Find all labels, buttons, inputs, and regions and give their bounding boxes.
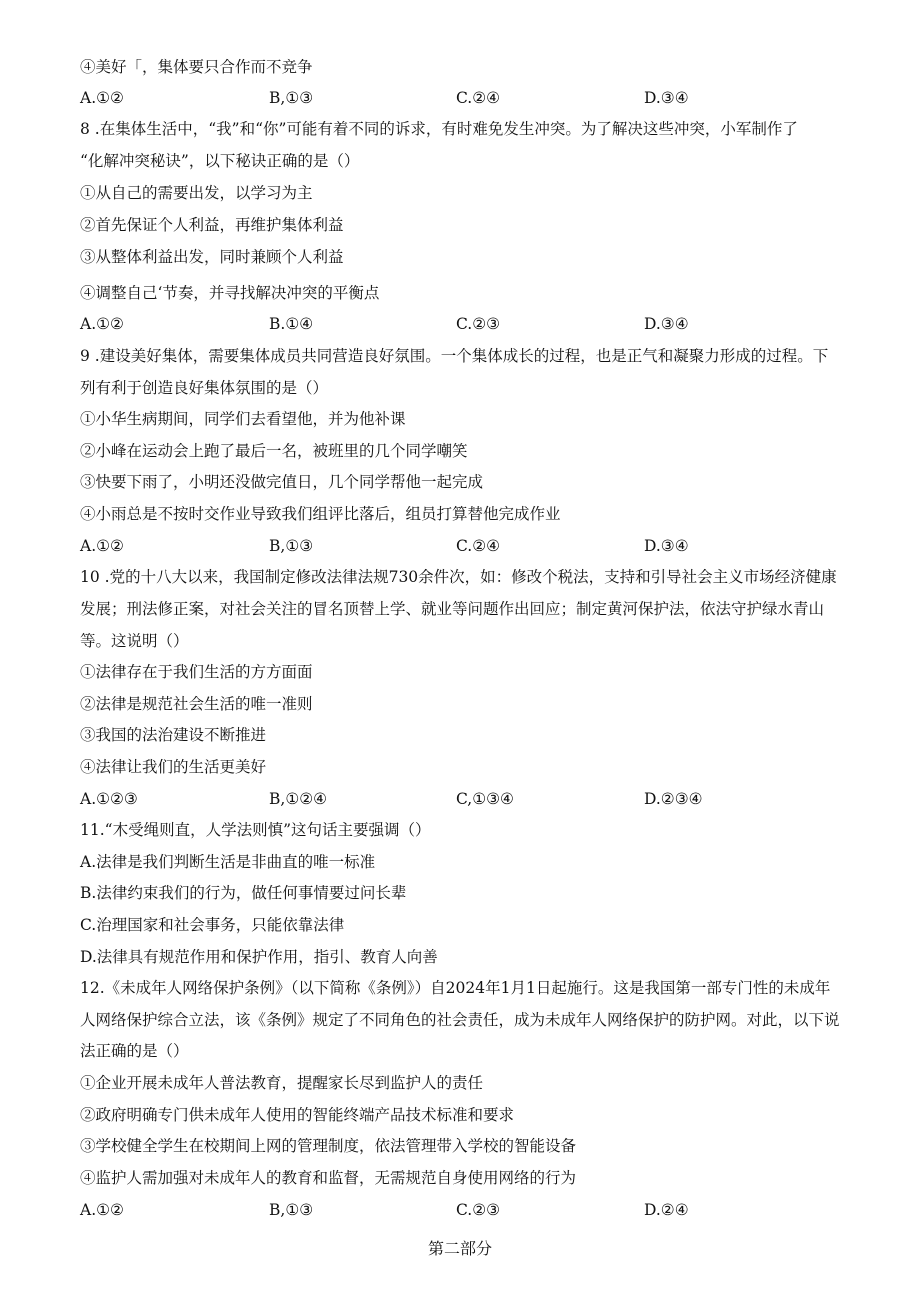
- q12-stem-line-2: 人网络保护综合立法，该《条例》规定了不同角色的社会责任，成为未成年人网络保护的防护网。对此，以下说: [80, 1011, 840, 1029]
- q8-option-c: C.②③: [456, 315, 501, 333]
- q12-options: [80, 1199, 840, 1221]
- q10-stem-line-3: 等。这说明（）: [80, 632, 189, 650]
- q9-option-b: B,①③: [269, 537, 314, 555]
- q12-stem-line-1: 12.《未成年人网络保护条例》（以下简称《条例》）自2024年1月1日起施行。这是我国第一部专门性的未成年: [80, 979, 831, 997]
- q11-option-c: C.治理国家和社会事务，只能依靠法律: [80, 916, 345, 934]
- q12-item-1: ①企业开展未成年人普法教育，提醒家长尽到监护人的责任: [80, 1074, 484, 1092]
- q8-option-a: A.①②: [80, 315, 124, 333]
- q8-stem-line-2: “化解冲突秘诀”，以下秘诀正确的是（）: [80, 152, 360, 170]
- q10-stem-line-1: 10 .党的十八大以来，我国制定修改法律法规730余件次，如：修改个税法，支持和引导社会主义市场经济健康: [80, 568, 837, 586]
- q7-item-4: ④美好「，集体要只合作而不竞争: [80, 58, 313, 76]
- q8-option-b: B.①④: [269, 315, 314, 333]
- q9-option-d: D.③④: [644, 537, 689, 555]
- section-title: 第二部分: [427, 1239, 492, 1258]
- q8-option-d: D.③④: [644, 315, 689, 333]
- q8-options: [80, 313, 840, 335]
- q12-item-3: ③学校健全学生在校期间上网的管理制度，依法管理带入学校的智能设备: [80, 1137, 577, 1155]
- q9-item-2: ②小峰在运动会上跑了最后一名，被班里的几个同学嘲笑: [80, 442, 468, 460]
- q8-stem-line-1: 8 .在集体生活中，“我”和“你”可能有着不同的诉求，有时难免发生冲突。为了解决这些冲突，小军制作了: [80, 120, 798, 138]
- q12-item-4: ④监护人需加强对未成年人的教育和监督，无需规范自身使用网络的行为: [80, 1169, 577, 1187]
- q10-option-c: C,①③④: [456, 790, 514, 808]
- q12-option-b: B,①③: [269, 1201, 314, 1219]
- q11-option-d: D.法律具有规范作用和保护作用，指引、教育人向善: [80, 948, 438, 966]
- q8-item-3: ③从整体利益出发，同时兼顾个人利益: [80, 248, 344, 266]
- q7-option-d: D.③④: [644, 89, 689, 107]
- q9-options: [80, 535, 840, 557]
- q11-option-b: B.法律约束我们的行为，做任何事情要过问长辈: [80, 884, 407, 902]
- q9-stem-line-1: 9 .建设美好集体，需要集体成员共同营造良好氛围。一个集体成长的过程，也是正气和凝聚力形成的过程。下: [80, 347, 829, 365]
- q9-option-a: A.①②: [80, 537, 124, 555]
- q11-option-a: A.法律是我们判断生活是非曲直的唯一标准: [80, 853, 376, 871]
- q10-options: [80, 788, 840, 810]
- q10-option-b: B,①②④: [269, 790, 328, 808]
- q10-item-3: ③我国的法治建设不断推进: [80, 726, 267, 744]
- q9-item-3: ③快要下雨了，小明还没做完值日，几个同学帮他一起完成: [80, 473, 484, 491]
- q9-item-1: ①小华生病期间，同学们去看望他，并为他补课: [80, 410, 406, 428]
- q9-item-4: ④小雨总是不按时交作业导致我们组评比落后，组员打算替他完成作业: [80, 505, 561, 523]
- q9-stem-line-2: 列有利于创造良好集体氛围的是（）: [80, 379, 329, 397]
- q11-stem: 11.“木受绳则直，人学法则慎”这句话主要强调（）: [80, 821, 431, 839]
- q10-option-a: A.①②③: [80, 790, 138, 808]
- q7-option-c: C.②④: [456, 89, 501, 107]
- q8-item-4: ④调整自己‘节奏，并寻找解决冲突的平衡点: [80, 284, 380, 302]
- q12-stem-line-3: 法正确的是（）: [80, 1042, 189, 1060]
- q12-item-2: ②政府明确专门供未成年人使用的智能终端产品技术标准和要求: [80, 1106, 515, 1124]
- q10-item-2: ②法律是规范社会生活的唯一准则: [80, 695, 313, 713]
- q7-options: [80, 87, 840, 109]
- q12-option-a: A.①②: [80, 1201, 124, 1219]
- q7-option-a: A.①②: [80, 89, 124, 107]
- q10-item-1: ①法律存在于我们生活的方方面面: [80, 663, 313, 681]
- q12-option-d: D.②④: [644, 1201, 689, 1219]
- q10-option-d: D.②③④: [644, 790, 703, 808]
- q9-option-c: C.②④: [456, 537, 501, 555]
- q7-option-b: B,①③: [269, 89, 314, 107]
- q8-item-1: ①从自己的需要出发，以学习为主: [80, 184, 313, 202]
- q12-option-c: C.②③: [456, 1201, 501, 1219]
- q10-stem-line-2: 发展；刑法修正案，对社会关注的冒名顶替上学、就业等问题作出回应；制定黄河保护法，依法守护绿水青山: [80, 600, 825, 618]
- q10-item-4: ④法律让我们的生活更美好: [80, 758, 267, 776]
- q8-item-2: ②首先保证个人利益，再维护集体利益: [80, 216, 344, 234]
